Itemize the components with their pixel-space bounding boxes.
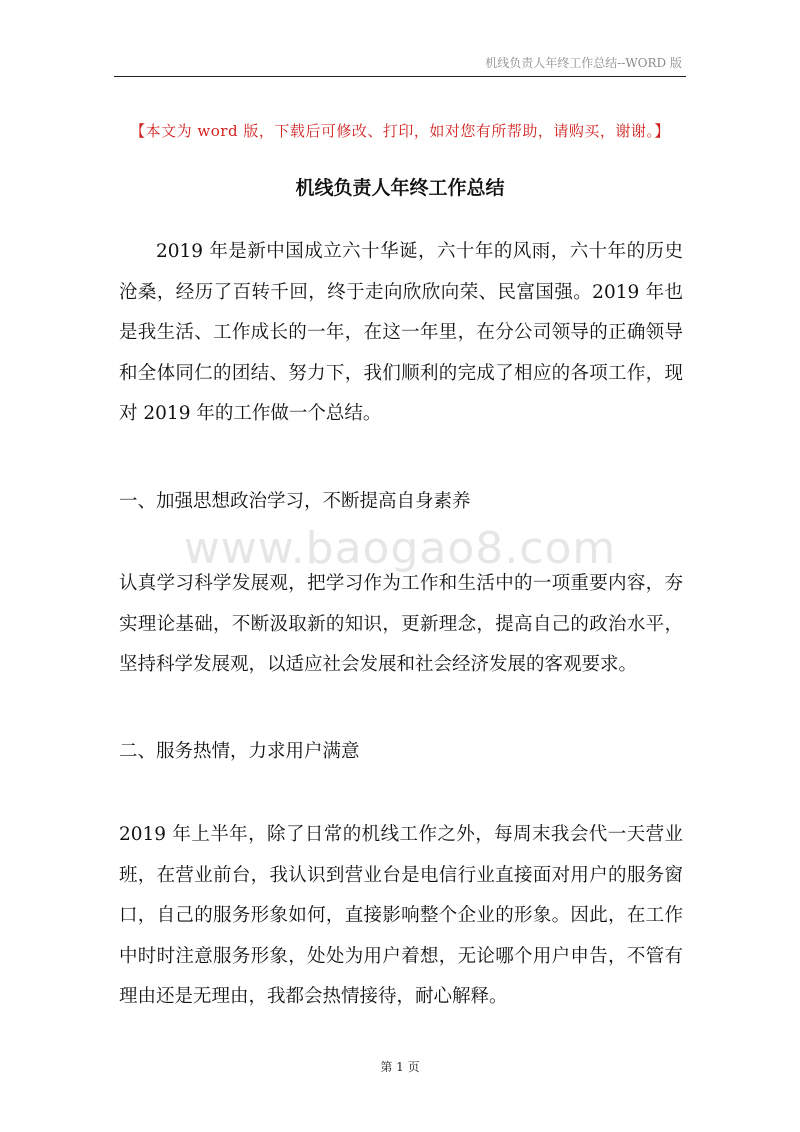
intro-paragraph: 2019 年是新中国成立六十华诞，六十年的风雨，六十年的历史沧桑，经历了百转千回，终于走向欣欣向荣、民富国强。2019 年也是我生活、工作成长的一年，在这一年里，在分公司领导的正确领导和全体同仁的团结、努力下，我们顺利的完成了相应的各项工作，现对 2019 年的工作做一个总结。 — [119, 241, 683, 424]
section-2-body: 2019 年上半年，除了日常的机线工作之外，每周末我会代一天营业班，在营业前台，我认识到营业台是电信行业直接面对用户的服务窗口，自己的服务形象如何，直接影响整个企业的形象。因此，在工作中时时注意服务形象，处处为用户着想，无论哪个用户申告，不管有理由还是无理由，我都会热情接待，耐心解释。 — [119, 824, 683, 1007]
section-2-heading: 二、服务热情，力求用户满意 — [119, 741, 360, 762]
purchase-notice: 【本文为 word 版，下载后可修改、打印，如对您有所帮助，请购买，谢谢。】 — [130, 122, 670, 140]
running-header: 机线负责人年终工作总结--WORD 版 — [485, 56, 682, 70]
page-number: 第 1 页 — [380, 1060, 420, 1074]
watermark: www.baogao8.com — [183, 523, 617, 574]
document-title: 机线负责人年终工作总结 — [295, 177, 505, 199]
section-1-heading: 一、加强思想政治学习，不断提高自身素养 — [119, 491, 471, 512]
section-1-body: 认真学习科学发展观，把学习作为工作和生活中的一项重要内容，夯实理论基础，不断汲取新的知识，更新理念，提高自己的政治水平，坚持科学发展观，以适应社会发展和社会经济发展的客观要求。 — [119, 573, 683, 675]
header-divider — [114, 76, 686, 77]
